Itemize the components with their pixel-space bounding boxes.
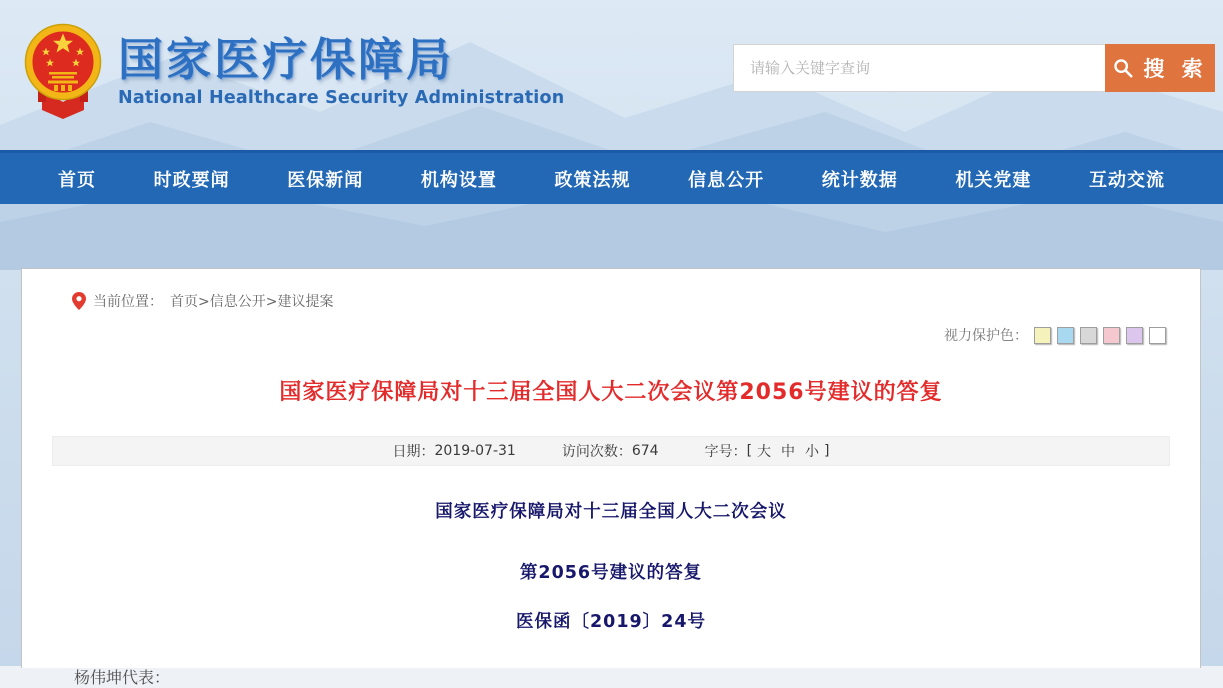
location-pin-icon <box>72 292 86 310</box>
fontsize-small-button[interactable]: 小 <box>805 444 820 460</box>
breadcrumb <box>72 291 1200 311</box>
nav-item-party-building[interactable]: 机关党建 <box>955 169 1032 191</box>
article-heading-line2: 第2056号建议的答复 <box>519 563 703 583</box>
eye-protect-swatch-gray[interactable] <box>1080 327 1097 344</box>
eye-protect-row <box>22 325 1200 345</box>
meta-date-label: 日期： <box>392 444 435 460</box>
nav-item-information-disclosure[interactable]: 信息公开 <box>688 169 765 191</box>
site-header <box>0 0 1223 150</box>
main-navigation <box>0 150 1223 204</box>
meta-visits-value: 674 <box>631 443 659 459</box>
eye-protect-swatch-white[interactable] <box>1149 327 1166 344</box>
fontsize-large-button[interactable]: 大 <box>757 444 772 460</box>
nav-item-statistics[interactable]: 统计数据 <box>821 169 898 191</box>
nav-item-current-politics-news[interactable]: 时政要闻 <box>153 169 230 191</box>
meta-visits <box>562 441 659 461</box>
national-emblem-icon <box>24 22 102 120</box>
search-icon <box>1112 57 1134 79</box>
fontsize-medium-button[interactable]: 中 <box>781 444 796 460</box>
breadcrumb-prefix: 当前位置： <box>93 294 163 310</box>
article-heading-line1: 国家医疗保障局对十三届全国人大二次会议 <box>435 502 787 522</box>
article-title: 国家医疗保障局对十三届全国人大二次会议第2056号建议的答复 <box>279 380 943 405</box>
site-title: 国家医疗保障局 <box>118 32 455 86</box>
eye-protect-label: 视力保护色： <box>944 328 1028 344</box>
article-meta-bar <box>52 436 1170 466</box>
nav-item-policies-regulations[interactable]: 政策法规 <box>554 169 631 191</box>
search-button[interactable] <box>1105 44 1215 92</box>
meta-fontsize <box>705 441 830 461</box>
nav-item-organization-setup[interactable]: 机构设置 <box>420 169 497 191</box>
nav-item-home[interactable]: 首页 <box>58 169 96 191</box>
meta-fontsize-bracket-open: [ <box>746 443 753 459</box>
eye-protect-swatch-pink[interactable] <box>1103 327 1120 344</box>
meta-date-value: 2019-07-31 <box>434 443 516 459</box>
eye-protect-swatch-yellow[interactable] <box>1034 327 1051 344</box>
site-subtitle: National Healthcare Security Administration <box>118 88 565 109</box>
article-salutation: 杨伟坤代表： <box>74 668 171 687</box>
breadcrumb-path[interactable]: 首页>信息公开>建议提案 <box>170 294 334 310</box>
meta-fontsize-label: 字号： <box>704 444 747 460</box>
content-card <box>21 268 1201 687</box>
nav-item-interaction[interactable]: 互动交流 <box>1089 169 1165 191</box>
site-title-block <box>118 34 564 109</box>
meta-fontsize-bracket-close: ] <box>824 443 830 459</box>
site-logo-link[interactable] <box>24 22 564 120</box>
search-box <box>733 44 1215 92</box>
meta-date <box>392 441 515 461</box>
search-button-label: 搜 索 <box>1143 57 1208 81</box>
nav-item-medical-insurance-news[interactable]: 医保新闻 <box>287 169 364 191</box>
search-input[interactable] <box>733 44 1105 92</box>
eye-protect-swatch-purple[interactable] <box>1126 327 1143 344</box>
eye-protect-swatch-blue[interactable] <box>1057 327 1074 344</box>
meta-visits-label: 访问次数： <box>561 444 632 460</box>
article-doc-number: 医保函〔2019〕24号 <box>515 612 707 632</box>
